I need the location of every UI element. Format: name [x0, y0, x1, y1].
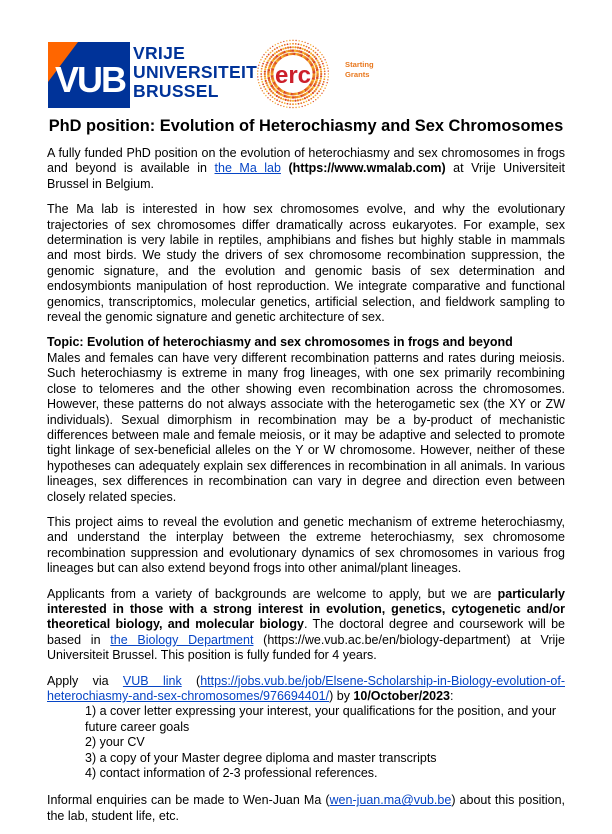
- erc-sunburst-dot: [323, 81, 325, 83]
- vub-line-2: UNIVERSITEIT: [133, 62, 258, 82]
- erc-sunburst-dot: [323, 78, 325, 80]
- apply-item: 2) your CV: [85, 735, 145, 750]
- erc-sunburst-dot: [263, 86, 265, 88]
- erc-sunburst-dot: [315, 58, 317, 60]
- erc-sunburst-dot: [308, 95, 310, 97]
- erc-sunburst-dot: [301, 106, 302, 107]
- biology-department-link[interactable]: the Biology Department: [110, 632, 254, 647]
- erc-sunburst-dot: [301, 41, 302, 42]
- erc-sunburst-dot: [294, 100, 296, 102]
- erc-grants-line-2: Grants: [345, 70, 370, 79]
- erc-sunburst-dot: [287, 99, 289, 101]
- erc-sunburst-dot: [278, 50, 280, 52]
- erc-sunburst-dot: [323, 65, 325, 67]
- erc-sunburst-dot: [269, 88, 271, 90]
- erc-sunburst-dot: [310, 44, 311, 45]
- erc-sunburst-dot: [257, 79, 258, 80]
- erc-sunburst-dot: [295, 43, 297, 45]
- erc-sunburst-dot: [320, 58, 322, 60]
- apply-deadline: 10/October/2023: [353, 689, 451, 703]
- erc-sunburst-dot: [261, 78, 263, 80]
- erc-sunburst-dot: [292, 43, 294, 45]
- erc-sunburst-dot: [318, 90, 320, 92]
- erc-sunburst-dot: [324, 73, 326, 75]
- erc-sunburst-dot: [317, 62, 319, 64]
- erc-sunburst-dot: [292, 103, 294, 105]
- erc-sunburst-dot: [319, 66, 321, 68]
- erc-sunburst-dot: [274, 52, 276, 54]
- erc-sunburst-dot: [285, 99, 287, 101]
- erc-sunburst-dot: [308, 51, 310, 53]
- erc-sunburst-dot: [323, 56, 324, 57]
- erc-sunburst-dot: [262, 83, 264, 85]
- erc-sunburst-dot: [269, 58, 271, 60]
- erc-sunburst-dot: [265, 82, 267, 84]
- erc-sunburst-dot: [323, 68, 325, 70]
- erc-sunburst-dot: [304, 97, 306, 99]
- topic-text: Males and females can have very different recombination patterns and rates during meiosis. Such heterochiasmy is extreme in many frog lineages, with one sex primarily recombining close to telomeres and the other showing even recombination across the chromosomes. However, these patterns do not always associate with the heterogametic sex (the XY or ZW individuals). Sexual dimorphism in recombination may be a by-product of mechanistic differences between male and female meiosis, or it may be adaptive and selected to promote tight linkage of sex-beneficial alleles on the Y or W chromosome. However, neither of these hypotheses can adequately explain sex differences in recombination in all animals. In various lineages, sex differences in recombination can vary in degree and direction even between closely related species.: [47, 350, 565, 504]
- erc-sunburst-dot: [321, 86, 323, 88]
- erc-sunburst-dot: [306, 96, 308, 98]
- erc-sunburst-dot: [313, 50, 315, 52]
- erc-sunburst-dot: [316, 60, 318, 62]
- erc-sunburst-dot: [313, 96, 315, 98]
- erc-sunburst-dot: [257, 76, 258, 77]
- intro-text-start: A fully funded PhD position on the evolution of heterochiasmy and sex chromosomes in frogs and beyond is available in: [47, 146, 565, 176]
- erc-sunburst-dot: [298, 40, 299, 41]
- erc-sunburst-dot: [306, 100, 308, 102]
- erc-sunburst-dot: [270, 56, 272, 58]
- erc-sunburst-dot: [272, 96, 274, 98]
- erc-sunburst-dot: [302, 48, 304, 50]
- erc-sunburst-dot: [272, 46, 273, 47]
- erc-sunburst-dot: [264, 78, 266, 80]
- erc-sunburst-dot: [275, 102, 276, 103]
- erc-sunburst-dot: [265, 52, 266, 53]
- erc-sunburst-dot: [328, 73, 329, 74]
- erc-sunburst-dot: [267, 60, 269, 62]
- erc-sunburst-dot: [314, 56, 316, 58]
- erc-sunburst-dot: [275, 44, 276, 45]
- erc-sunburst-dot: [315, 48, 316, 49]
- erc-sunburst-dot: [318, 82, 320, 84]
- ma-lab-url: (https://www.wmalab.com): [280, 161, 446, 176]
- erc-sunburst-dot: [270, 52, 272, 54]
- erc-sunburst-dot: [265, 88, 267, 90]
- erc-sunburst-dot: [257, 73, 258, 74]
- erc-sunburst-dot: [315, 88, 317, 90]
- erc-sunburst-dot: [326, 62, 327, 63]
- erc-sunburst-dot: [300, 44, 302, 46]
- enquiries-text-end: ) about this position, the lab, student life, etc.: [47, 793, 565, 823]
- applicants-text-end: at Vrije Universiteit Brussel. This position is fully funded for 4 years.: [47, 632, 565, 663]
- erc-mark-text: erc: [274, 62, 312, 89]
- erc-sunburst-dot: [267, 86, 269, 88]
- erc-sunburst-dot: [315, 94, 317, 96]
- erc-sunburst-dot: [322, 63, 324, 65]
- erc-sunburst-dot: [304, 49, 306, 51]
- project-paragraph: This project aims to reveal the evolution and genetic mechanism of extreme heterochiasmy, and understand the interplay between the extreme heterochiasmy, sex chromosome recombination suppression and evolutionary dynamics of sex chromosomes in various frog lineages but can also extend beyond frogs into other animal/plant lineages.: [47, 514, 565, 576]
- erc-sunburst-dot: [264, 75, 266, 77]
- applicants-text-start: Applicants from a variety of backgrounds are welcome to apply, but we are: [47, 586, 498, 601]
- erc-sunburst-dot: [281, 45, 283, 47]
- erc-sunburst-dot: [260, 59, 261, 60]
- erc-sunburst-dot: [289, 43, 291, 45]
- intro-paragraph: [47, 146, 565, 192]
- erc-sunburst-dot: [265, 64, 267, 66]
- erc-sunburst-dot: [317, 97, 318, 98]
- ma-lab-link[interactable]: the Ma lab: [214, 161, 281, 176]
- erc-sunburst-dot: [279, 100, 281, 102]
- erc-sunburst-dot: [320, 73, 322, 75]
- erc-sunburst-dot: [279, 46, 281, 48]
- apply-item: 3) a copy of your Master degree diploma and master transcripts: [85, 750, 437, 765]
- vub-logo: [48, 42, 130, 108]
- erc-sunburst-dot: [308, 47, 310, 49]
- erc-sunburst-dot: [259, 62, 260, 63]
- erc-sunburst-dot: [307, 104, 308, 105]
- erc-sunburst-dot: [323, 90, 324, 91]
- erc-sunburst-dot: [310, 93, 312, 95]
- erc-sunburst-dot: [312, 71, 315, 74]
- erc-sunburst-dot: [272, 92, 274, 94]
- erc-sunburst-dot: [315, 52, 317, 54]
- erc-sunburst-dot: [268, 54, 270, 56]
- erc-sunburst-dot: [295, 40, 296, 41]
- erc-sunburst-dot: [324, 88, 325, 89]
- erc-sunburst-dot: [320, 75, 322, 77]
- erc-sunburst-dot: [257, 67, 258, 68]
- erc-sunburst-dot: [266, 56, 268, 58]
- erc-sunburst-dot: [316, 86, 318, 88]
- erc-sunburst-dot: [286, 106, 287, 107]
- erc-sunburst-dot: [267, 97, 268, 98]
- vub-wordmark: [133, 44, 257, 101]
- erc-sunburst-dot: [317, 84, 319, 86]
- erc-sunburst-dot: [328, 70, 329, 71]
- erc-sunburst-dot: [295, 107, 296, 108]
- erc-sunburst-dot: [262, 56, 263, 57]
- erc-sunburst-dot: [316, 93, 318, 95]
- intro-text-end: at Vrije Universiteit Brussel in Belgium.: [47, 161, 565, 191]
- erc-sunburst-dot: [299, 47, 301, 49]
- erc-sunburst-dot: [321, 60, 323, 62]
- erc-sunburst-dot: [266, 90, 268, 92]
- erc-sunburst-dot: [266, 84, 268, 86]
- erc-sunburst-dot: [272, 101, 273, 102]
- topic-heading: Topic: Evolution of heterochiasmy and sex chromosomes in frogs and beyond: [47, 335, 513, 350]
- erc-sunburst-dot: [264, 71, 266, 73]
- erc-sunburst-dot: [286, 40, 287, 41]
- erc-sunburst-dot: [324, 59, 325, 60]
- erc-logo: [250, 36, 336, 112]
- erc-sunburst-dot: [265, 80, 267, 82]
- erc-sunburst-dot: [289, 46, 291, 48]
- topic-paragraph: [47, 335, 565, 504]
- erc-sunburst-dot: [292, 107, 293, 108]
- apply-colon: :: [450, 689, 454, 703]
- erc-sunburst-dot: [260, 70, 262, 72]
- erc-sunburst-dot: [304, 42, 305, 43]
- erc-sunburst-dot: [320, 71, 322, 73]
- erc-sunburst-dot: [295, 103, 297, 105]
- erc-sunburst-dot: [289, 107, 290, 108]
- erc-sunburst-dot: [260, 76, 262, 78]
- erc-grants-line-1: Starting: [345, 60, 374, 69]
- erc-sunburst-dot: [307, 43, 308, 44]
- lab-paragraph: The Ma lab is interested in how sex chromosomes evolve, and why the evolutionary trajectories of sex chromosomes differ dramatically across eukaryotes. For example, sex determination is very labile in reptiles, amphibians and fishes but highly stable in mammals and most birds. We study the drivers of sex chromosome recombination suppression, the genomic signature, and the evolution and genomic basis of sex determination and endosymbionts manipulation of host reproduction. We integrate comparative and functional genomics, transcriptomics, molecular genetics, artificial selection, and fieldwork sampling to reveal the genomic signature and genetic architecture of sex.: [47, 202, 565, 325]
- erc-sunburst-dot: [320, 68, 322, 70]
- erc-sunburst-dot: [263, 60, 265, 62]
- erc-sunburst-dot: [303, 101, 305, 103]
- applicants-text-middle: . The doctoral degree and coursework will be based in: [47, 617, 565, 647]
- erc-sunburst-dot: [282, 48, 284, 50]
- erc-sunburst-dot: [276, 51, 278, 53]
- erc-sunburst-dot: [272, 50, 274, 52]
- erc-sunburst-dot: [292, 100, 294, 102]
- erc-starting-grants: [345, 60, 374, 80]
- erc-sunburst-dot: [326, 85, 327, 86]
- erc-sunburst-dot: [281, 101, 283, 103]
- erc-sunburst-dot: [297, 99, 299, 101]
- page-title: PhD position: Evolution of Heterochiasmy and Sex Chromosomes: [48, 117, 564, 135]
- erc-sunburst-dot: [317, 50, 318, 51]
- erc-sunburst-dot: [276, 95, 278, 97]
- erc-sunburst-dot: [326, 65, 327, 66]
- vub-line-1: VRIJE: [133, 43, 186, 63]
- erc-sunburst-dot: [298, 106, 299, 107]
- erc-sunburst-dot: [274, 93, 276, 95]
- erc-sunburst-dot: [324, 76, 326, 78]
- erc-sunburst-dot: [266, 62, 268, 64]
- erc-sunburst-dot: [264, 73, 266, 75]
- erc-sunburst-dot: [272, 54, 274, 56]
- contact-email-link[interactable]: wen-juan.ma@vub.be: [329, 793, 452, 808]
- erc-sunburst-dot: [327, 79, 328, 80]
- erc-sunburst-dot: [289, 40, 290, 41]
- erc-sunburst-dot: [280, 97, 282, 99]
- erc-sunburst-dot: [284, 102, 286, 104]
- erc-sunburst-dot: [263, 93, 264, 94]
- erc-sunburst-dot: [299, 99, 301, 101]
- erc-sunburst-dot: [303, 45, 305, 47]
- erc-sunburst-dot: [270, 99, 271, 100]
- vub-job-url[interactable]: https://jobs.vub.be/job/Elsene-Scholarship-in-Biology-evolution-of-heterochiasmy-and-sex-chromosomes/976694401/: [47, 673, 565, 703]
- erc-sunburst-dot: [320, 88, 322, 90]
- erc-sunburst-dot: [287, 103, 289, 105]
- vub-line-3: BRUSSEL: [133, 81, 219, 101]
- erc-sunburst-dot: [297, 47, 299, 49]
- erc-sunburst-dot: [328, 76, 329, 77]
- erc-sunburst-dot: [282, 98, 284, 100]
- erc-sunburst-dot: [265, 95, 266, 96]
- erc-sunburst-dot: [268, 93, 270, 95]
- erc-sunburst-dot: [283, 41, 284, 42]
- erc-sunburst-dot: [276, 99, 278, 101]
- erc-sunburst-dot: [270, 48, 271, 49]
- erc-sunburst-dot: [302, 98, 304, 100]
- erc-sunburst-dot: [306, 46, 308, 48]
- erc-sunburst-dot: [310, 52, 312, 54]
- erc-sunburst-dot: [315, 99, 316, 100]
- enquiries-text-start: Informal enquiries can be made to Wen-Juan Ma (: [47, 793, 330, 808]
- erc-sunburst-dot: [277, 43, 278, 44]
- erc-sunburst-dot: [283, 106, 284, 107]
- erc-sunburst-dot: [264, 68, 266, 70]
- erc-sunburst-dot: [267, 50, 268, 51]
- enquiries-paragraph: [47, 793, 565, 824]
- erc-sunburst-dot: [294, 46, 296, 48]
- erc-sunburst-dot: [265, 58, 267, 60]
- apply-item: 4) contact information of 2-3 professional references.: [85, 766, 378, 781]
- document-body: [47, 146, 565, 834]
- erc-sunburst-dot: [319, 52, 320, 53]
- erc-sunburst-dot: [300, 102, 302, 104]
- erc-sunburst-dot: [318, 56, 320, 58]
- erc-sunburst-dot: [313, 101, 314, 102]
- erc-sunburst-dot: [313, 46, 314, 47]
- erc-sunburst-dot: [289, 100, 291, 102]
- apply-paragraph: Apply via VUB link (https://jobs.vub.be/job/Elsene-Scholarship-in-Biology-evolution-of-heterochiasmy-and-sex-chromosomes/976694401/) by 10/October/2023:: [47, 673, 565, 703]
- apply-requirements-list: [85, 704, 565, 781]
- erc-sunburst-dot: [312, 92, 314, 94]
- erc-sunburst-dot: [321, 54, 322, 55]
- erc-sunburst-dot: [316, 71, 319, 74]
- erc-sunburst-dot: [263, 54, 264, 55]
- erc-sunburst-dot: [260, 88, 261, 89]
- erc-sunburst-dot: [292, 40, 293, 41]
- erc-sunburst-dot: [287, 43, 289, 45]
- erc-sunburst-dot: [260, 73, 262, 75]
- erc-sunburst-dot: [278, 96, 280, 98]
- erc-sunburst-dot: [274, 48, 276, 50]
- erc-sunburst-dot: [319, 80, 321, 82]
- erc-sunburst-dot: [310, 48, 312, 50]
- biology-department-url: (https://we.vub.ac.be/en/biology-department): [253, 632, 511, 647]
- erc-sunburst-dot: [326, 82, 327, 83]
- vub-mark-text: VUB: [54, 59, 126, 100]
- erc-sunburst-dot: [270, 90, 272, 92]
- erc-sunburst-dot: [284, 44, 286, 46]
- erc-sunburst-dot: [276, 47, 278, 49]
- apply-by: by: [333, 689, 354, 703]
- erc-sunburst-dot: [314, 90, 316, 92]
- erc-sunburst-dot: [258, 82, 259, 83]
- erc-sunburst-dot: [320, 78, 322, 80]
- apply-text-start: Apply via: [47, 673, 123, 688]
- applicants-bold-text: particularly interested in those with a strong interest in evolution, genetics, cytogenetic and/or theoretical biology, and molecular biology: [47, 586, 565, 632]
- erc-sunburst-dot: [310, 98, 312, 100]
- vub-job-link[interactable]: VUB link: [122, 673, 182, 688]
- erc-sunburst-dot: [310, 102, 311, 103]
- erc-sunburst-dot: [318, 64, 320, 66]
- erc-sunburst-dot: [308, 99, 310, 101]
- apply-section: [47, 674, 565, 782]
- erc-sunburst-dot: [280, 42, 281, 43]
- erc-sunburst-dot: [322, 83, 324, 85]
- erc-sunburst-dot: [262, 90, 263, 91]
- erc-sunburst-dot: [261, 65, 263, 67]
- erc-sunburst-dot: [319, 95, 320, 96]
- erc-sunburst-dot: [306, 50, 308, 52]
- erc-sunburst-dot: [259, 85, 260, 86]
- erc-sunburst-dot: [257, 70, 258, 71]
- erc-sunburst-dot: [280, 105, 281, 106]
- erc-sunburst-dot: [304, 105, 305, 106]
- erc-sunburst-dot: [265, 66, 267, 68]
- erc-sunburst-dot: [262, 63, 264, 65]
- erc-sunburst-dot: [292, 46, 294, 48]
- erc-sunburst-dot: [287, 47, 289, 49]
- erc-sunburst-dot: [285, 47, 287, 49]
- applicants-paragraph: [47, 587, 565, 664]
- erc-sunburst-dot: [298, 43, 300, 45]
- erc-sunburst-dot: [274, 98, 276, 100]
- erc-sunburst-dot: [321, 93, 322, 94]
- erc-sunburst-dot: [312, 54, 314, 56]
- erc-sunburst-dot: [261, 81, 263, 83]
- erc-sunburst-dot: [327, 67, 328, 68]
- erc-sunburst-dot: [270, 94, 272, 96]
- apply-item: 1) a cover letter expressing your interest, your qualifications for the position, and your future career goals: [85, 704, 557, 734]
- erc-sunburst-dot: [277, 104, 278, 105]
- erc-sunburst-dot: [324, 70, 326, 72]
- erc-sunburst-dot: [258, 65, 259, 66]
- erc-sunburst-dot: [289, 103, 291, 105]
- erc-sunburst-dot: [298, 103, 300, 105]
- erc-sunburst-dot: [316, 54, 318, 56]
- erc-sunburst-dot: [261, 68, 263, 70]
- erc-sunburst-dot: [280, 49, 282, 51]
